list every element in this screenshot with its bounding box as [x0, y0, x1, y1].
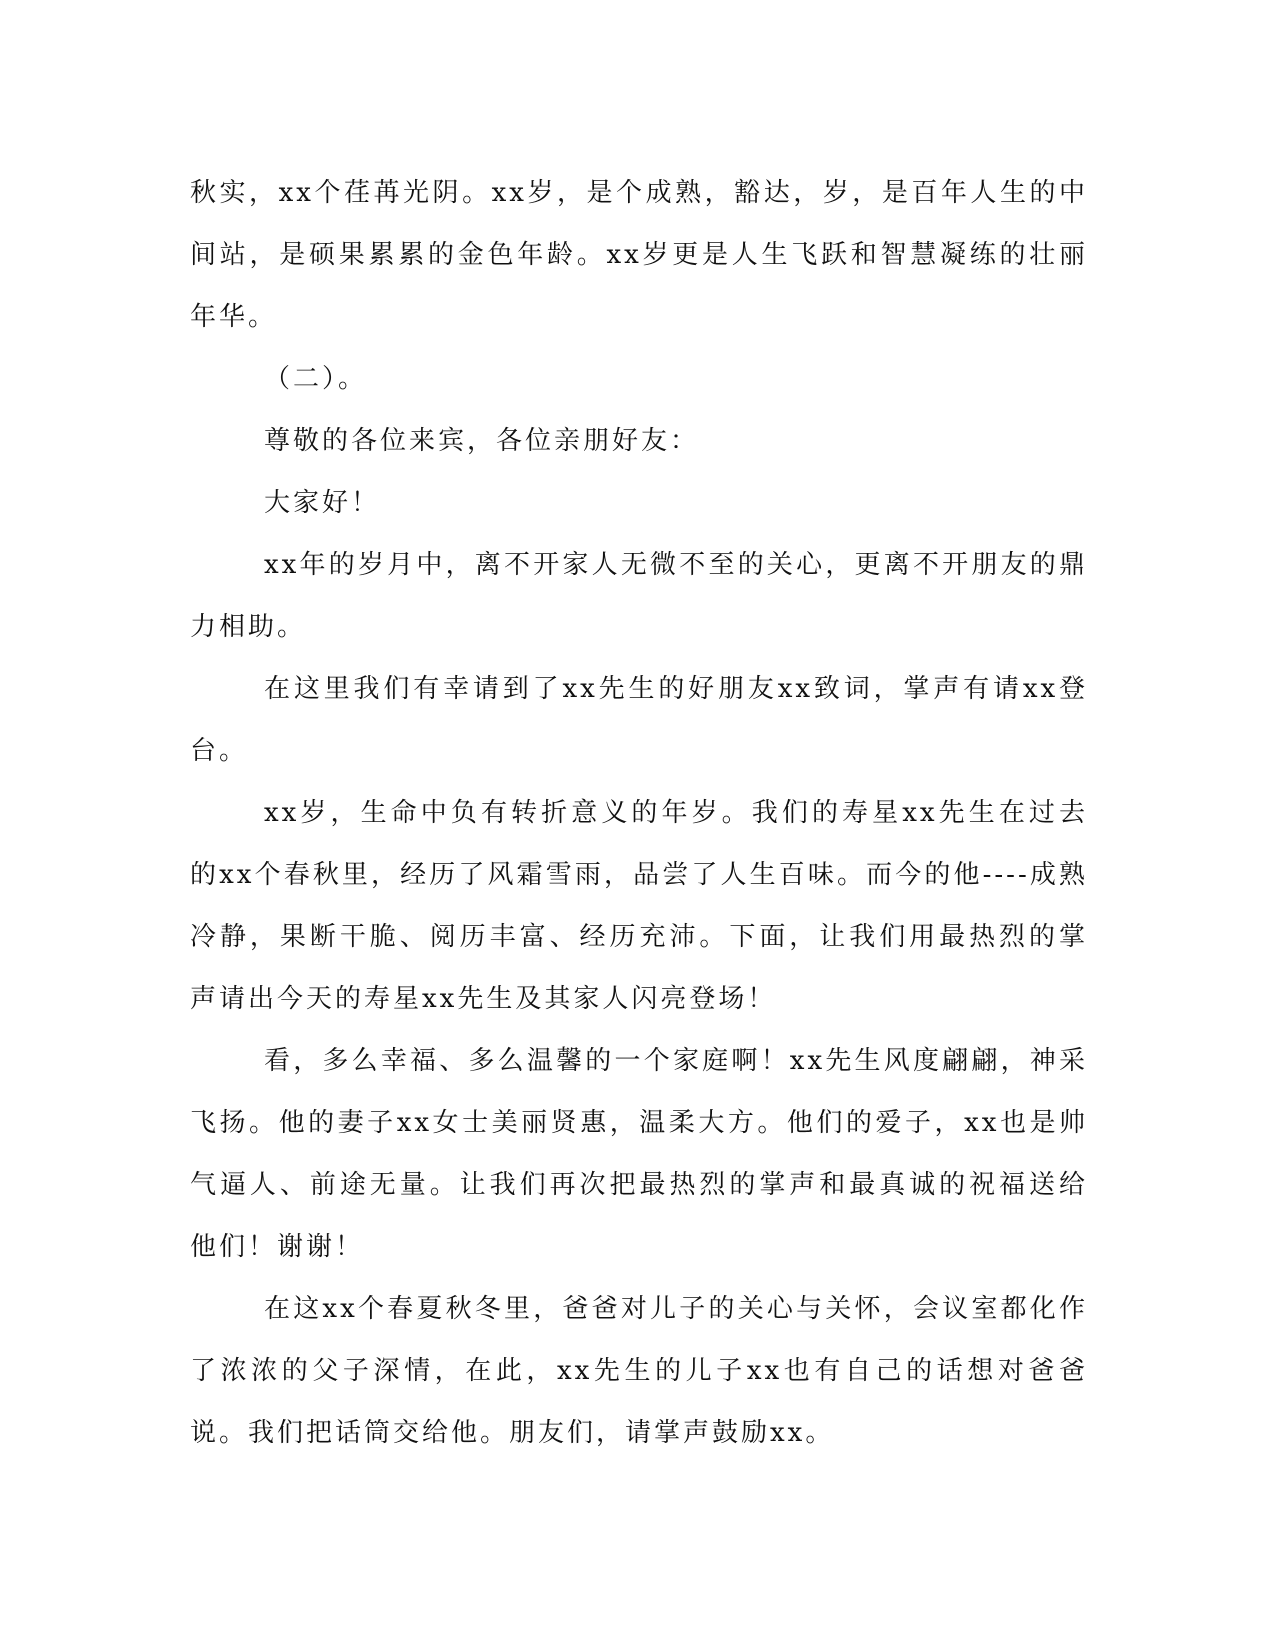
paragraph: xx岁，生命中负有转折意义的年岁。我们的寿星xx先生在过去的xx个春秋里，经历了风霜雪雨，品尝了人生百味。而今的他----成熟冷静，果断干脆、阅历丰富、经历充沛。下面，让我们用最热烈的掌声请出今天的寿星xx先生及其家人闪亮登场！ [190, 798, 1088, 1014]
paragraph: （二）。 [264, 364, 368, 394]
paragraph: 秋实，xx个荏苒光阴。xx岁，是个成熟，豁达，岁，是百年人生的中间站，是硕果累累的金色年龄。xx岁更是人生飞跃和智慧凝练的壮丽年华。 [190, 178, 1088, 332]
paragraph: 在这里我们有幸请到了xx先生的好朋友xx致词，掌声有请xx登台。 [190, 674, 1088, 766]
paragraph: 尊敬的各位来宾，各位亲朋好友： [264, 426, 700, 456]
paragraph: 看，多么幸福、多么温馨的一个家庭啊！xx先生风度翩翩，神采飞扬。他的妻子xx女士美丽贤惠，温柔大方。他们的爱子，xx也是帅气逼人、前途无量。让我们再次把最热烈的掌声和最真诚的祝福送给他们！谢谢！ [190, 1046, 1088, 1262]
document-body [190, 162, 1088, 1464]
paragraph: 在这xx个春夏秋冬里，爸爸对儿子的关心与关怀，会议室都化作了浓浓的父子深情，在此，xx先生的儿子xx也有自己的话想对爸爸说。我们把话筒交给他。朋友们，请掌声鼓励xx。 [190, 1294, 1088, 1448]
paragraph: xx年的岁月中，离不开家人无微不至的关心，更离不开朋友的鼎力相助。 [190, 550, 1088, 642]
paragraph: 大家好！ [264, 488, 381, 518]
